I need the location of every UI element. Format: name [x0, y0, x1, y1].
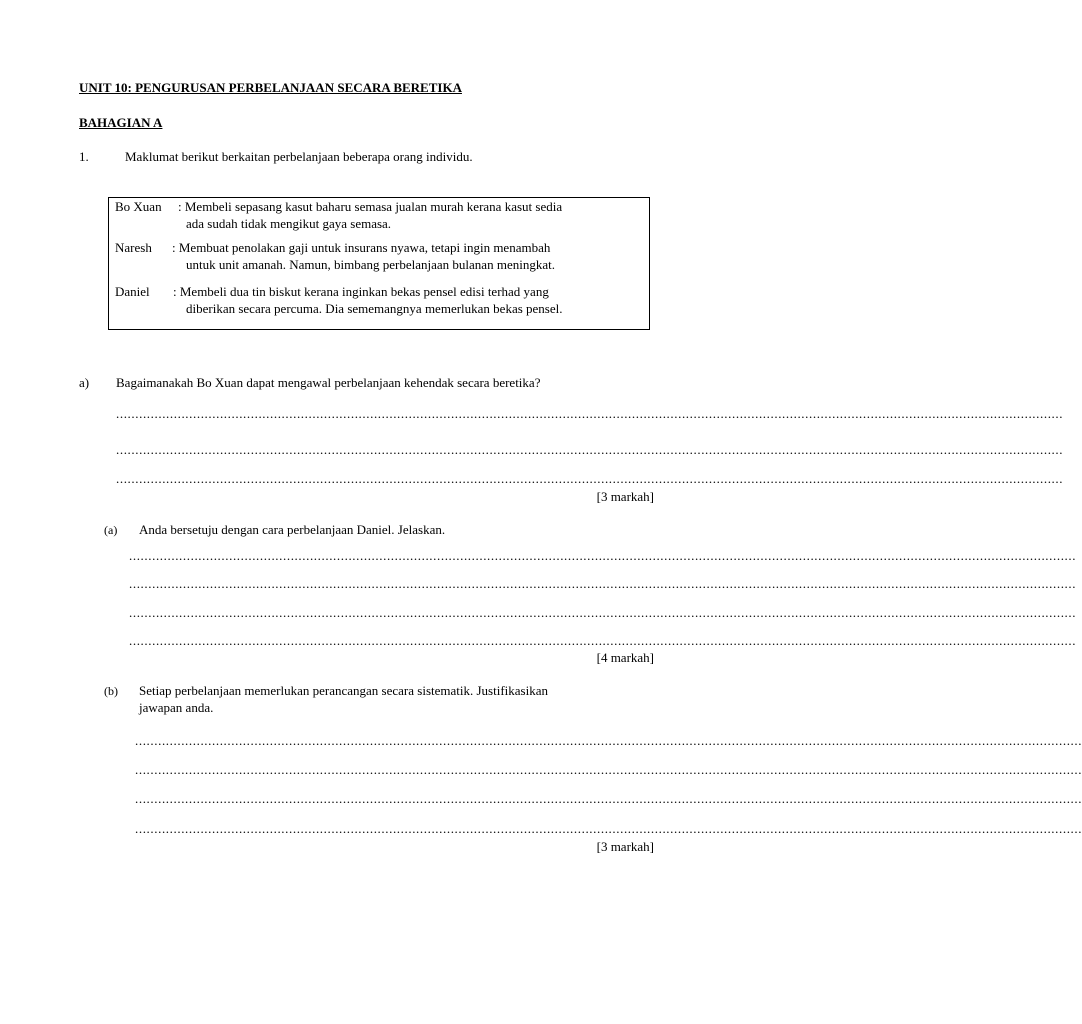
- answer-line[interactable]: ......................................................................................................................................................................................................................................................: [116, 406, 1064, 421]
- unit-title: UNIT 10: PENGURUSAN PERBELANJAAN SECARA BERETIKA: [79, 80, 462, 95]
- answer-line[interactable]: ......................................................................................................................................................................................................................................................: [116, 471, 1064, 486]
- answer-line[interactable]: ......................................................................................................................................................................................................................................................: [129, 548, 1077, 563]
- answer-line[interactable]: ......................................................................................................................................................................................................................................................: [116, 442, 1064, 457]
- case-name: Bo Xuan: [115, 199, 162, 214]
- answer-line[interactable]: ......................................................................................................................................................................................................................................................: [129, 576, 1077, 591]
- case-line-2: untuk unit amanah. Namun, bimbang perbelanjaan bulanan meningkat.: [186, 257, 555, 272]
- section-heading: BAHAGIAN A: [79, 115, 163, 130]
- answer-line[interactable]: ......................................................................................................................................................................................................................................................: [135, 791, 1082, 806]
- part-a-marks: [3 markah]: [596, 489, 654, 504]
- sub-b-label: (b): [104, 684, 118, 698]
- answer-line[interactable]: ......................................................................................................................................................................................................................................................: [129, 605, 1077, 620]
- sub-a-question: Anda bersetuju dengan cara perbelanjaan Daniel. Jelaskan.: [139, 522, 446, 537]
- part-a-question: Bagaimanakah Bo Xuan dapat mengawal perbelanjaan kehendak secara beretika?: [116, 375, 541, 390]
- answer-line[interactable]: ......................................................................................................................................................................................................................................................: [129, 633, 1077, 648]
- case-line-1: : Membeli dua tin biskut kerana inginkan bekas pensel edisi terhad yang: [173, 284, 549, 299]
- answer-line[interactable]: ......................................................................................................................................................................................................................................................: [135, 733, 1082, 748]
- case-name: Daniel: [115, 284, 150, 299]
- case-line-2: diberikan secara percuma. Dia sememangnya memerlukan bekas pensel.: [186, 301, 563, 316]
- case-line-2: ada sudah tidak mengikut gaya semasa.: [186, 216, 392, 231]
- sub-b-question-line-2: jawapan anda.: [139, 700, 214, 715]
- sub-a-label: (a): [104, 523, 118, 537]
- case-info-box: [108, 197, 650, 330]
- question-1-number: 1.: [79, 149, 89, 164]
- answer-line[interactable]: ......................................................................................................................................................................................................................................................: [135, 762, 1082, 777]
- sub-b-question-line-1: Setiap perbelanjaan memerlukan perancangan secara sistematik. Justifikasikan: [139, 683, 548, 698]
- case-name: Naresh: [115, 240, 152, 255]
- part-a-label: a): [79, 375, 90, 390]
- question-1-intro: Maklumat berikut berkaitan perbelanjaan beberapa orang individu.: [125, 149, 473, 164]
- case-line-1: : Membeli sepasang kasut baharu semasa jualan murah kerana kasut sedia: [178, 199, 563, 214]
- sub-b-marks: [3 markah]: [596, 839, 654, 854]
- sub-a-marks: [4 markah]: [596, 650, 654, 665]
- case-line-1: : Membuat penolakan gaji untuk insurans nyawa, tetapi ingin menambah: [172, 240, 551, 255]
- answer-line[interactable]: ......................................................................................................................................................................................................................................................: [135, 821, 1082, 836]
